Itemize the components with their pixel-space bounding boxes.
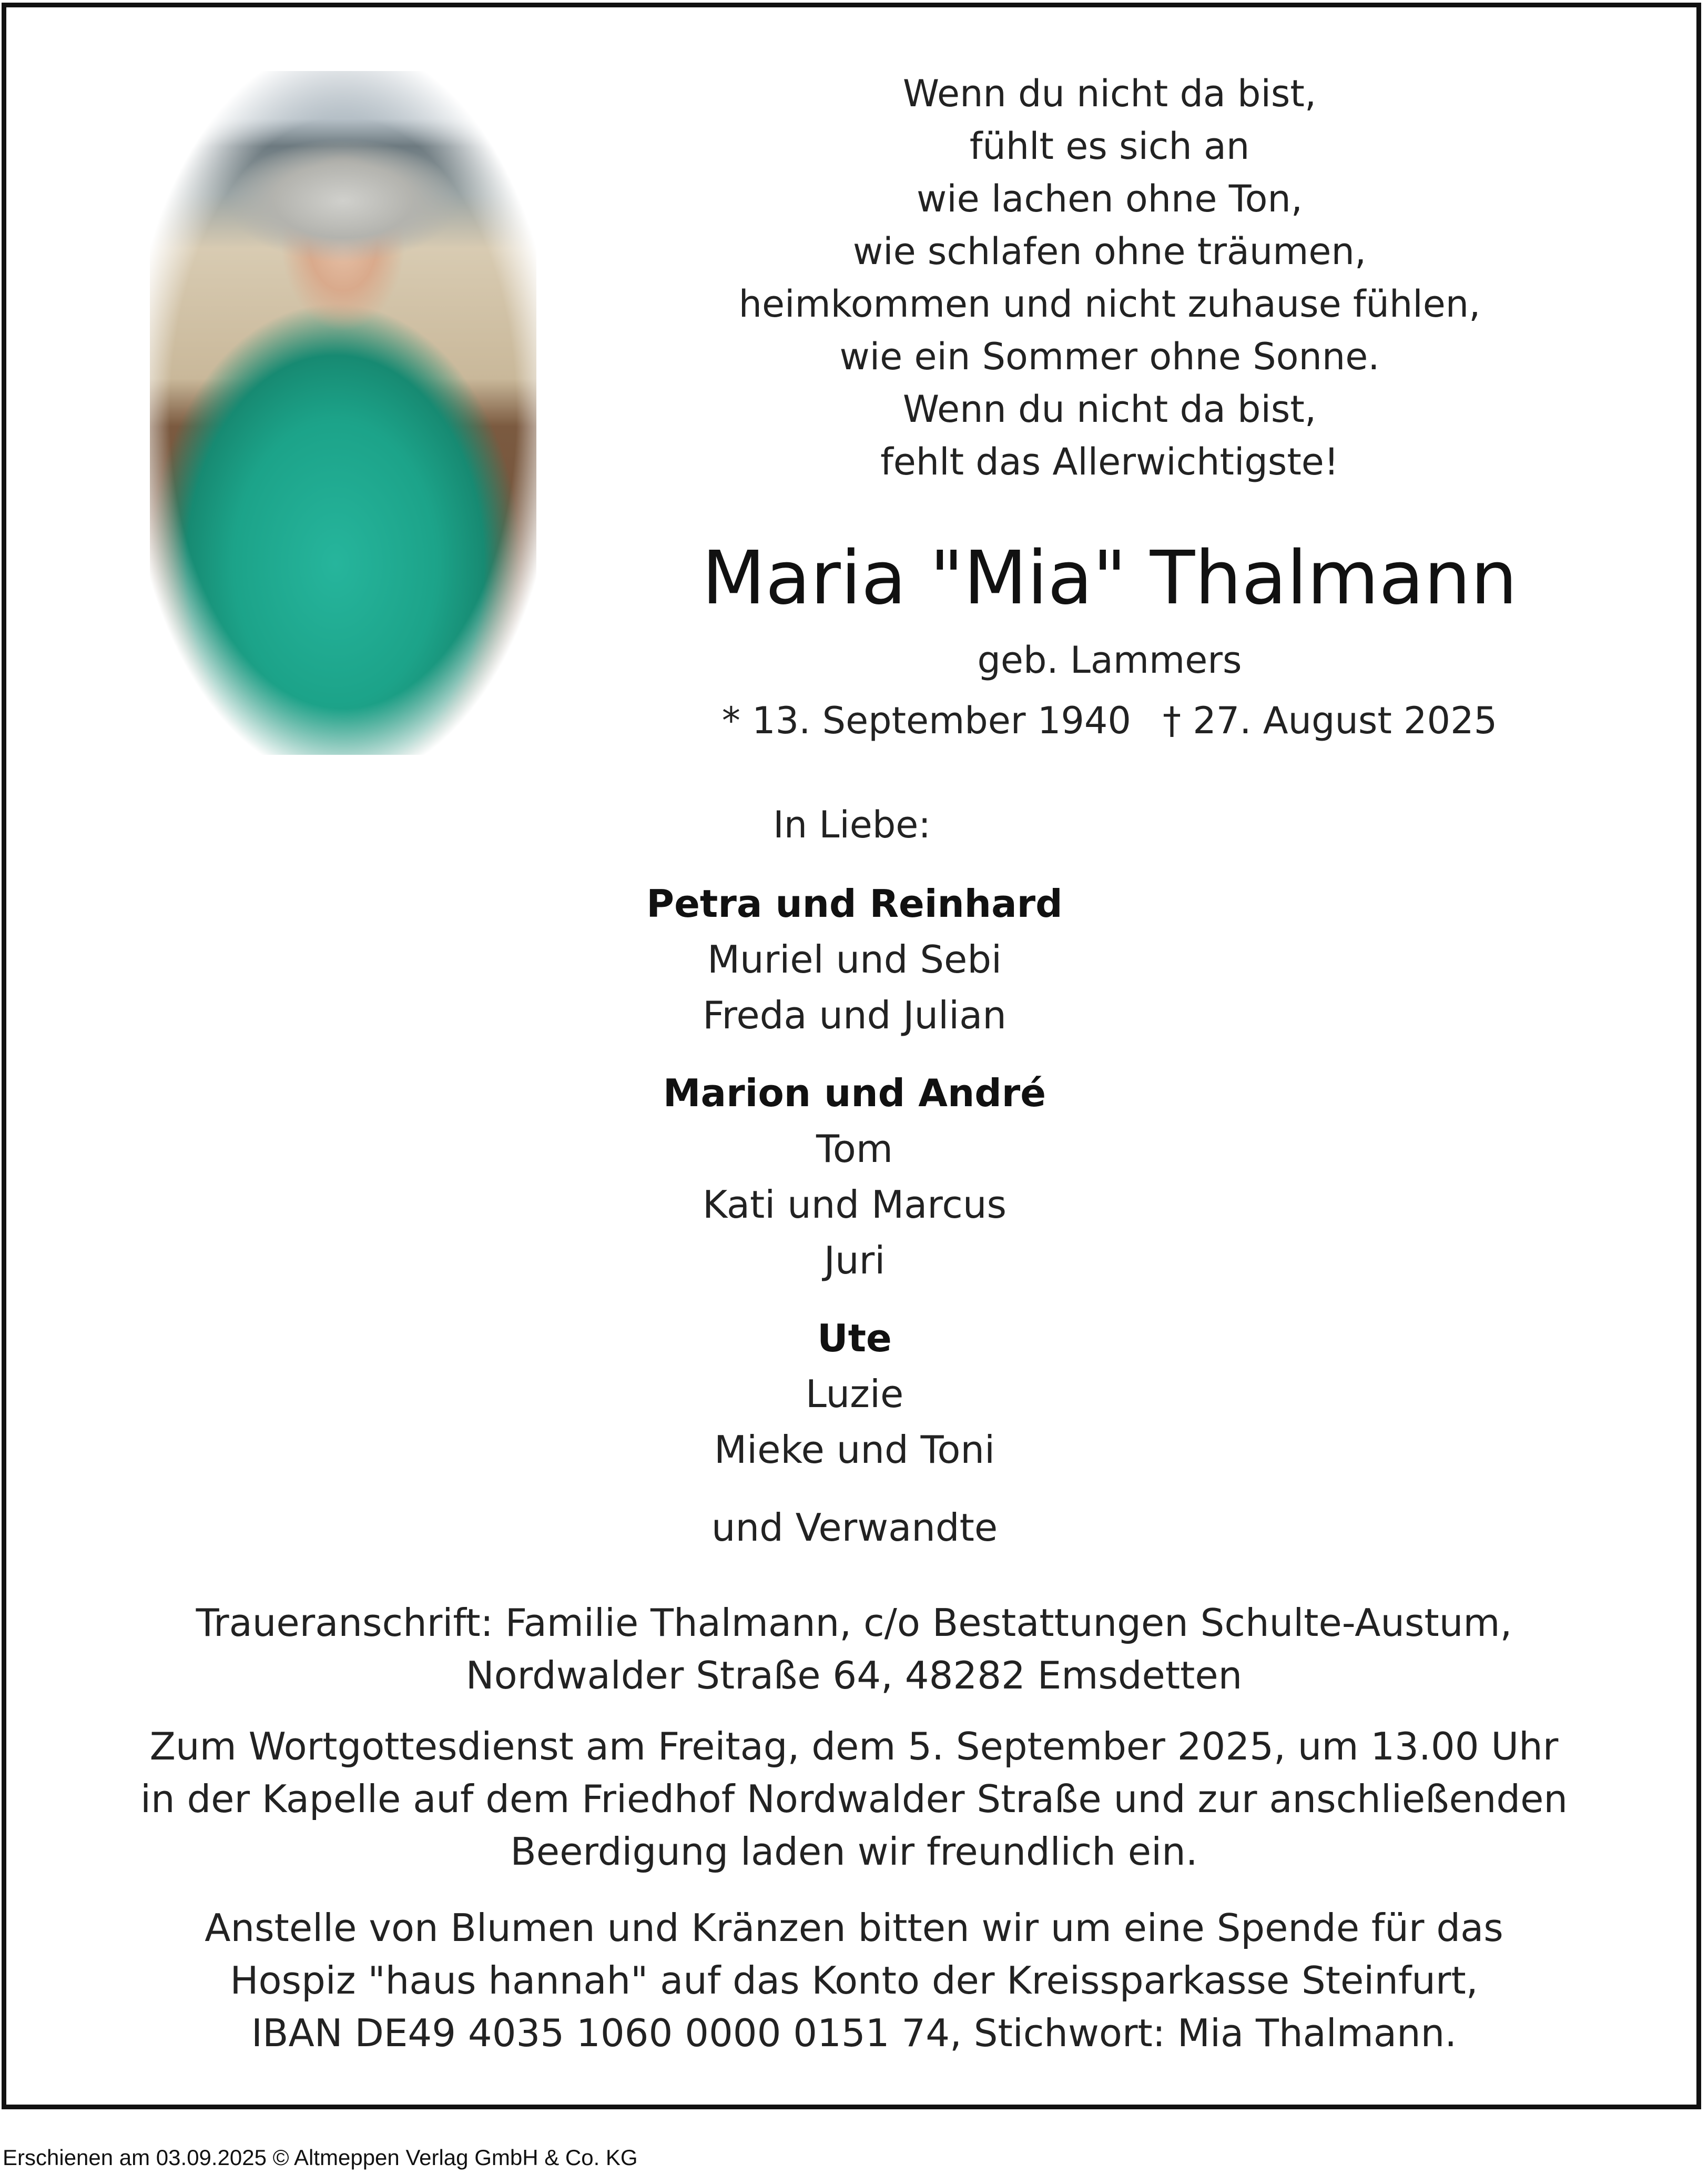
family-group	[592, 1310, 1117, 1478]
family-member: Mieke und Toni	[714, 1428, 995, 1472]
poem-line: Wenn du nicht da bist,	[902, 72, 1317, 115]
poem-line: fühlt es sich an	[969, 125, 1250, 168]
family-member: Luzie	[805, 1372, 904, 1416]
address-line: Nordwalder Straße 64, 48282 Emsdetten	[465, 1653, 1243, 1697]
family-member: Muriel und Sebi	[707, 937, 1002, 982]
mourning-address	[105, 1596, 1603, 1702]
donation-line: IBAN DE49 4035 1060 0000 0151 74, Stichwort: Mia Thalmann.	[251, 2011, 1457, 2055]
family-head: Petra und Reinhard	[646, 882, 1063, 926]
family-group	[592, 1065, 1117, 1288]
poem-line: wie lachen ohne Ton,	[916, 177, 1303, 220]
family-member: Freda und Julian	[703, 993, 1006, 1037]
donation-line: Hospiz "haus hannah" auf das Konto der Kreissparkasse Steinfurt,	[230, 1958, 1478, 2003]
family-member: Tom	[816, 1127, 893, 1171]
family-group	[592, 876, 1117, 1043]
deceased-name: Maria "Mia" Thalmann	[702, 535, 1518, 621]
life-dates	[689, 694, 1530, 747]
family-member: Kati und Marcus	[702, 1182, 1007, 1227]
poem-line: wie schlafen ohne träumen,	[852, 230, 1367, 273]
birth-name: geb. Lammers	[977, 639, 1242, 682]
service-info	[105, 1720, 1603, 1878]
poem-line: fehlt das Allerwichtigste!	[880, 440, 1339, 483]
poem-line: wie ein Sommer ohne Sonne.	[839, 335, 1380, 378]
publication-footer: Erschienen am 03.09.2025 © Altmeppen Verlag GmbH & Co. KG	[3, 2145, 638, 2170]
address-line: Traueranschrift: Familie Thalmann, c/o Bestattungen Schulte-Austum,	[196, 1601, 1512, 1645]
birth-date: * 13. September 1940	[721, 699, 1131, 742]
donation-info	[105, 1902, 1603, 2059]
love-intro: In Liebe:	[773, 803, 931, 846]
relatives: und Verwandte	[711, 1505, 998, 1550]
mourners-list	[592, 876, 1117, 1555]
service-line: Zum Wortgottesdienst am Freitag, dem 5. September 2025, um 13.00 Uhr	[149, 1724, 1559, 1768]
portrait-photo	[150, 71, 536, 755]
poem-line: Wenn du nicht da bist,	[902, 388, 1317, 431]
family-head: Ute	[817, 1316, 892, 1360]
poem	[689, 67, 1530, 488]
death-date: † 27. August 2025	[1162, 699, 1498, 742]
poem-line: heimkommen und nicht zuhause fühlen,	[738, 282, 1481, 326]
service-line: in der Kapelle auf dem Friedhof Nordwalder Straße und zur anschließenden	[140, 1777, 1568, 1821]
donation-line: Anstelle von Blumen und Kränzen bitten wir um eine Spende für das	[205, 1906, 1503, 1950]
service-line: Beerdigung laden wir freundlich ein.	[510, 1829, 1198, 1874]
family-member: Juri	[824, 1238, 886, 1282]
family-head: Marion und André	[663, 1071, 1046, 1115]
